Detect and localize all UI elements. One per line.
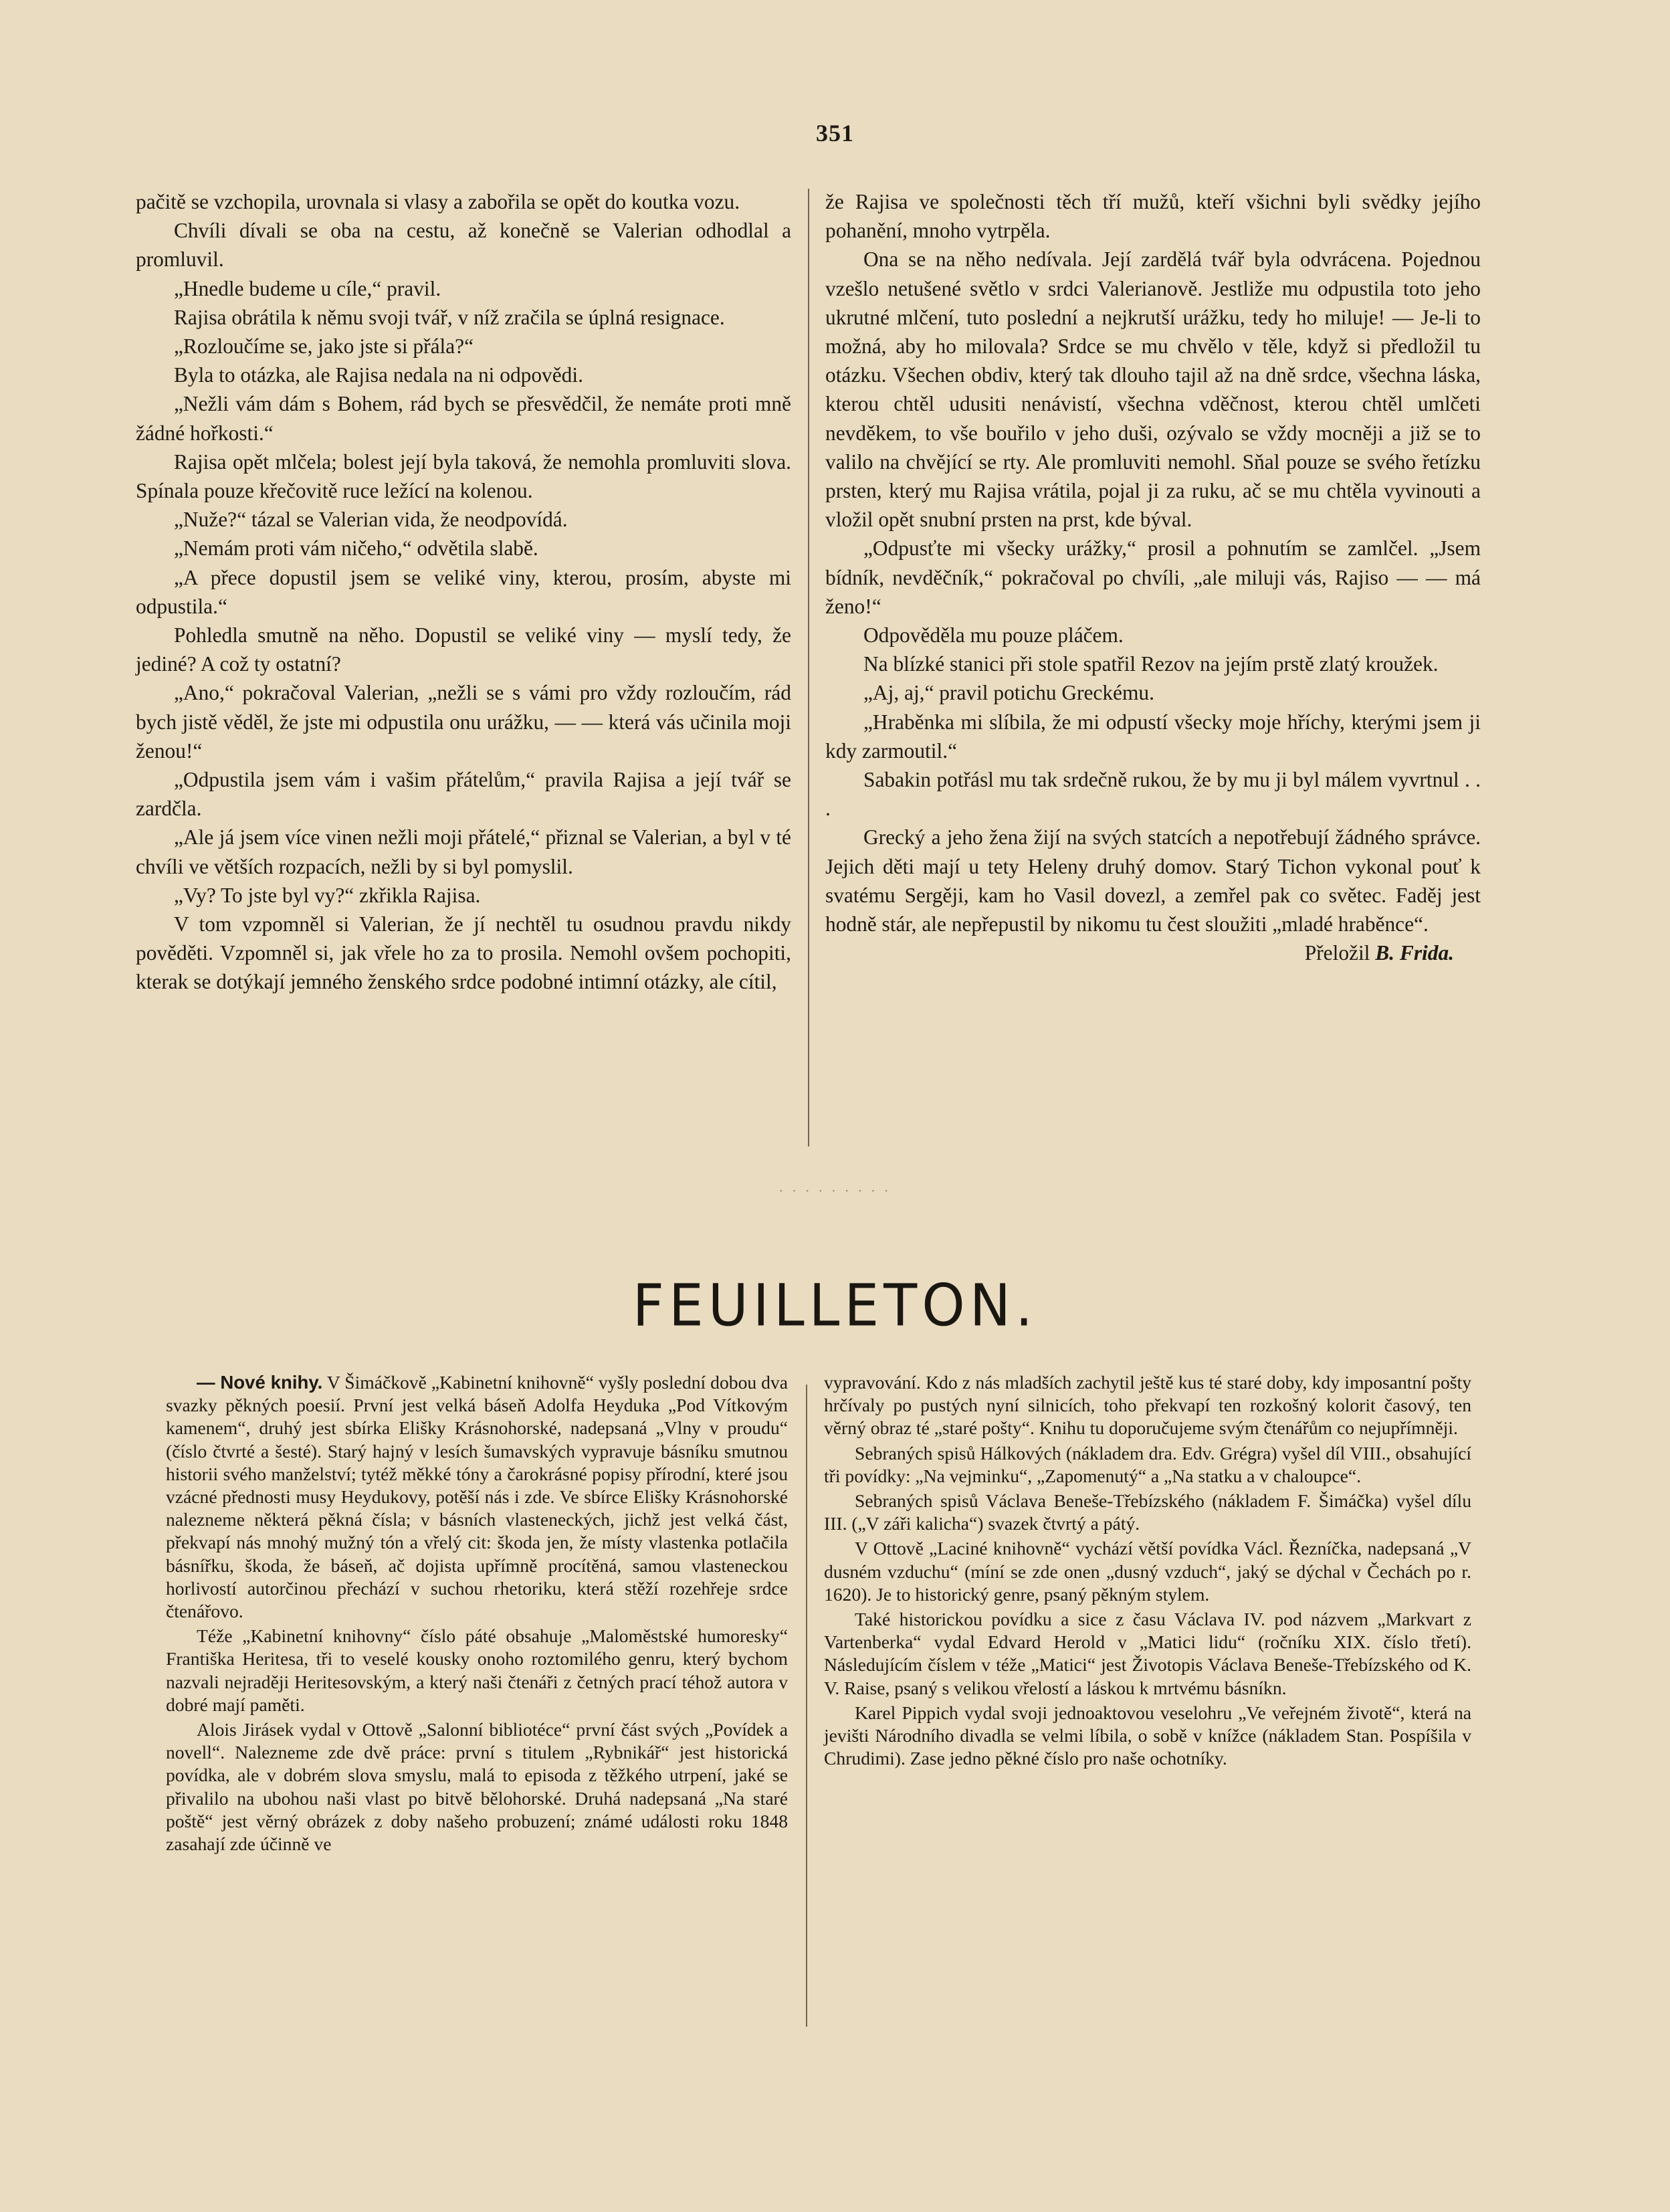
story-right-body bbox=[825, 187, 1481, 938]
story-paragraph: že Rajisa ve společnosti těch tří mužů, kteří všichni byli svědky jejího pohanění, mnoho vytrpěla. bbox=[825, 190, 1481, 243]
story-paragraph: Byla to otázka, ale Rajisa nedala na ni odpovědi. bbox=[174, 363, 583, 387]
story-paragraph: „A přece dopustil jsem se veliké viny, kterou, prosím, abyste mi odpustila.“ bbox=[136, 565, 791, 618]
feuilleton-paragraph: Také historickou povídku a sice z času Václava IV. pod názvem „Markvart z Vartenberka“ vydal Edvard Herold v „Matici lidu“ (ročníku XIX. číslo třetí). Následujícím číslem v téže „Matici“ jest Životopis Václava Beneše-Třebízského od K. V. Raise, psaný s velikou vřelostí a láskou k mrtvému básníkn. bbox=[824, 1609, 1471, 1698]
feuilleton-paragraph: V Ottově „Laciné knihovně“ vychází větší povídka Václ. Řezníčka, nadepsaná „V dusném vzduchu“ (míní se zde onen „dusný vzduch“, jaký se dýchal v Čechách po r. 1620). Je to historický genre, psaný pěkným stylem. bbox=[824, 1538, 1471, 1605]
story-paragraph: „Odpusťte mi všecky urážky,“ prosil a pohnutím se zamlčel. „Jsem bídník, nevděčník,“ pokračoval po chvíli, „ale miluji vás, Rajiso — — má ženo!“ bbox=[825, 536, 1481, 618]
feuilleton-paragraph: vypravování. Kdo z nás mladších zachytil ještě kus té staré doby, kdy imposantní pošty hrčívaly po pustých nyní silnicích, toho překvapí ten rozkošný kolorit časový, ten věrný obraz té „staré pošty“. Knihu tu doporučujeme svým čtenářům co nejupřímněji. bbox=[824, 1372, 1471, 1439]
feuilleton-right-column bbox=[824, 1371, 1471, 1772]
feuilleton-paragraph: Karel Pippich vydal svoji jednoaktovou veselohru „Ve veřejném životě“, která na jevišti Národního divadla se velmi líbila, o sobě v knížce (nákladem Stan. Pospíšila v Chrudimi). Zase jedno pěkné číslo pro naše ochotníky. bbox=[824, 1702, 1471, 1769]
feuilleton-paragraph bbox=[166, 1371, 788, 1623]
feuilleton-paragraph: Sebraných spisů Václava Beneše-Třebízského (nákladem F. Šimáčka) vyšel dílu III. („V záři kalicha“) svazek čtvrtý a pátý. bbox=[824, 1490, 1471, 1534]
story-left-column bbox=[136, 187, 791, 997]
story-paragraph: Na blízké stanici při stole spatřil Rezov na jejím prstě zlatý kroužek. bbox=[863, 652, 1439, 676]
story-paragraph: „Hraběnka mi slíbila, že mi odpustí všecky moje hříchy, kterými jsem ji kdy zarmoutil.“ bbox=[825, 710, 1481, 763]
feuilleton-paragraph: Sebraných spisů Hálkových (nákladem dra. Edv. Grégra) vyšel díl VIII., obsahující tři povídky: „Na vejminku“, „Zapomenutý“ a „Na statku a v chaloupce“. bbox=[824, 1442, 1471, 1486]
story-paragraph: Rajisa obrátila k němu svoji tvář, v níž zračila se úplná resignace. bbox=[174, 305, 725, 329]
story-paragraph: Odpověděla mu pouze pláčem. bbox=[863, 623, 1124, 647]
section-heading: — Nové knihy. bbox=[197, 1372, 323, 1393]
story-paragraph: „Vy? To jste byl vy?“ zkřikla Rajisa. bbox=[174, 883, 481, 907]
paragraph-text: Alois Jirásek vydal v Ottově „Salonní bibliotéce“ první část svých „Povídek a novell“. Nalezneme zde dvě práce: první s titulem „Rybnikář“ jest historická povídka, ale v dobrém slova smyslu, malá to episoda z těžkého utrpení, jaké se přivalilo na ubohou naši vlast po bitvě bělohorské. Druhá nadepsaná „Na staré poště“ jest věrný obrázek z doby našeho probuzení; známé události roku 1848 zasahají zde účinně ve bbox=[166, 1719, 788, 1855]
story-paragraph: „Aj, aj,“ pravil potichu Greckému. bbox=[863, 681, 1154, 705]
feuilleton-left-column bbox=[166, 1371, 788, 1857]
paragraph-text: V Šimáčkově „Kabinetní knihovně“ vyšly poslední dobou dva svazky pěkných poesií. První jest velká báseň Adolfa Heyduka „Pod Vítkovým kamenem“, druhý jest sbírka Elišky Krásnohorské, nadepsaná „Vlny v proudu“ (číslo čtvrté a šesté). Starý hajný v lesích šumavských vypravuje básníku smutnou historii svého manželství; tytéž měkké tóny a čarokrásné popisy přírodní, které jsou vzácné přednosti musy Heydukovy, potěší nás i zde. Ve sbírce Elišky Krásnohorské nalezneme některá pěkná čísla; v básních vlasteneckých, jichž jest velká část, překvapí nás mnohý mužný tón a vřelý cit: škoda jen, že místy vlastenka potlačila básnířku, škoda, že báseň, ač dojista upřímně procítěná, samou vlasteneckou horlivostí autorčinou přechází v suchou rhetoriku, která stěží rozehřeje srdce čtenářovo. bbox=[166, 1372, 789, 1622]
story-paragraph: „Odpustila jsem vám i vašim přátelům,“ pravila Rajisa a její tvář se zardčla. bbox=[136, 768, 791, 821]
translator-name: B. Frida. bbox=[1375, 941, 1454, 965]
story-paragraph: Sabakin potřásl mu tak srdečně rukou, že by mu ji byl málem vyvrtnul . . . bbox=[825, 768, 1481, 821]
story-paragraph: „Nemám proti vám ničeho,“ odvětila slabě. bbox=[174, 536, 538, 561]
story-right-column bbox=[825, 187, 1481, 967]
feuilleton-title: FEUILLETON. bbox=[632, 1272, 1038, 1340]
story-paragraph: Chvíli dívali se oba na cestu, až konečně se Valerian odhodlal a promluvil. bbox=[136, 219, 791, 272]
story-paragraph: „Hnedle budeme u cíle,“ pravil. bbox=[174, 276, 441, 300]
story-paragraph: „Nežli vám dám s Bohem, rád bych se přesvědčil, že nemáte proti mně žádné hořkosti.“ bbox=[136, 392, 791, 445]
translator-label: Přeložil bbox=[1304, 941, 1370, 965]
column-rule-top bbox=[808, 189, 809, 1146]
story-paragraph: „Ano,“ pokračoval Valerian, „nežli se s vámi pro vždy rozloučím, rád bych jistě věděl, že jste mi odpustila onu urážku, — — která vás učinila moji ženou!“ bbox=[136, 681, 791, 763]
ornament-divider: · · · · · · · · · bbox=[778, 1184, 892, 1199]
feuilleton-paragraph bbox=[166, 1625, 788, 1716]
story-paragraph: V tom vzpomněl si Valerian, že jí nechtěl tu osudnou pravdu nikdy pověděti. Vzpomněl si, jak vřele ho za to prosila. Nemohl ovšem pochopiti, kterak se dotýkají jemného ženského srdce podobné intimní otázky, ale cítil, bbox=[136, 912, 791, 994]
translator-signature bbox=[825, 938, 1481, 967]
story-paragraph: Rajisa opět mlčela; bolest její byla taková, že nemohla promluviti slova. Spínala pouze křečovitě ruce ležící na kolenou. bbox=[136, 449, 791, 503]
paragraph-text: Téže „Kabinetní knihovny“ číslo páté obsahuje „Maloměstské humoresky“ Františka Heritesa, tři to veselé kousky onoho roztomilého genru, který bychom nazvali nejraději Heritesovským, a který naši čtenáři z četných prací téhož autora v dobré mají paměti. bbox=[166, 1625, 788, 1715]
story-paragraph: „Nuže?“ tázal se Valerian vida, že neodpovídá. bbox=[174, 508, 568, 532]
story-paragraph: „Ale já jsem více vinen nežli moji přátelé,“ přiznal se Valerian, a byl v té chvíli ve větších rozpacích, nežli by si byl pomyslil. bbox=[136, 825, 791, 878]
story-paragraph: Pohledla smutně na něho. Dopustil se veliké viny — myslí tedy, že jediné? A což ty ostatní? bbox=[136, 623, 791, 676]
column-rule-bottom bbox=[806, 1385, 807, 2027]
story-paragraph: Grecký a jeho žena žijí na svých statcích a nepotřebují žádného správce. Jejich děti mají u tety Heleny druhý domov. Starý Tichon vykonal pouť k svatému Sergěji, kam ho Vasil dovezl, a zemřel pak co světec. Faděj jest hodně stár, ale nepřepustil by nikomu tu čest sloužiti „mladé hraběnce“. bbox=[825, 825, 1481, 936]
page-number: 351 bbox=[816, 120, 854, 146]
story-paragraph: pačitě se vzchopila, urovnala si vlasy a zabořila se opět do koutka vozu. bbox=[136, 190, 740, 213]
story-paragraph: Ona se na něho nedívala. Její zardělá tvář byla odvrácena. Pojednou vzešlo netušené světlo v srdci Valerianově. Jestliže mu odpustila toto jeho ukrutné mlčení, tuto poslední a nejkrutší urážku, tedy ho miluje! — Je-li to možná, aby ho milovala? Srdce se mu chvělo v těle, když si předložil tu otázku. Všechen obdiv, který tak dlouho tajil až na dně srdce, všechna láska, kterou chtěl udusiti nenávistí, všechna vděčnost, kterou chtěl umlčeti nevděkem, to vše bouřilo v jeho duši, ozývalo se vždy mocněji a již se to valilo na chvějící se rty. Ale promluviti nemohl. Sňal pouze se svého řetízku prsten, který mu Rajisa vrátila, pojal ji za ruku, ač se mu chtěla vyvinouti a vložil opět snubní prsten na prst, kde býval. bbox=[825, 247, 1481, 532]
story-paragraph: „Rozloučíme se, jako jste si přála?“ bbox=[174, 334, 474, 359]
feuilleton-paragraph bbox=[166, 1718, 788, 1855]
